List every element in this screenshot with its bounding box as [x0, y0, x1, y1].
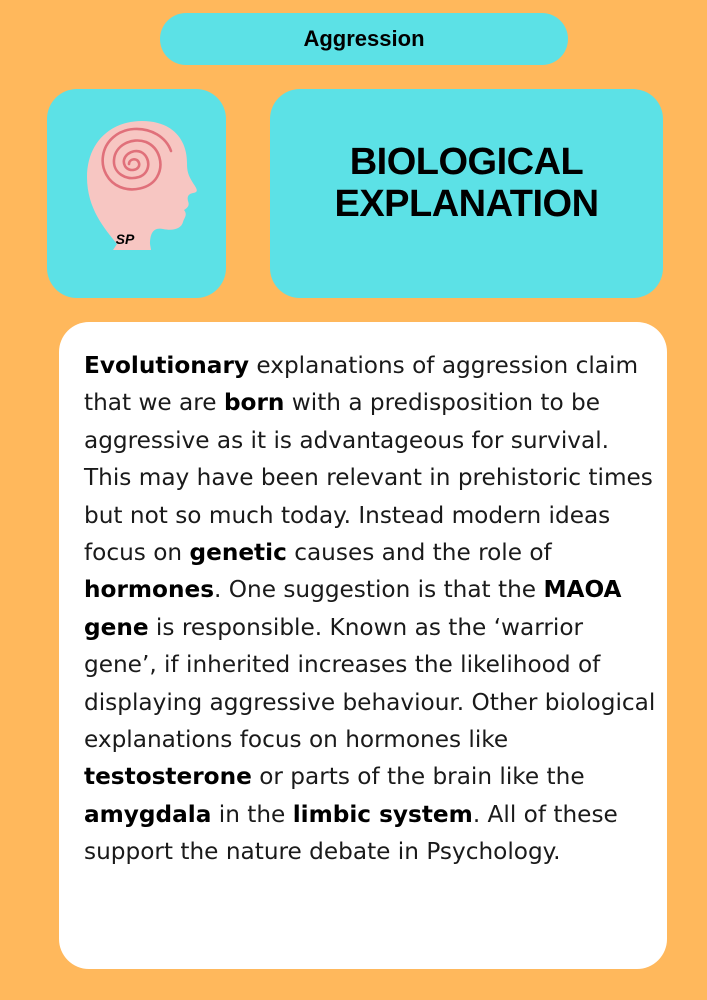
body-keyword: genetic — [189, 539, 287, 567]
body-text-segment: is responsible. Known as the ‘warrior gene’, if inherited increases the likelihood of displaying aggressive behaviour. Other biological explanations focus on hormones like — [84, 613, 656, 754]
body-keyword: testosterone — [84, 763, 252, 791]
body-text-segment: with a predisposition to be aggressive as it is advantageous for survival. This may have been relevant in prehistoric times but not so much today. Instead modern ideas focus on — [84, 389, 653, 567]
body-keyword: Evolutionary — [84, 352, 250, 379]
title-box — [270, 89, 663, 298]
body-text-segment: . One suggestion is that the — [214, 576, 544, 604]
body-keyword: MAOA gene — [84, 576, 622, 641]
body-text-segment: or parts of the brain like the — [251, 763, 585, 791]
body-text-segment: causes and the role of — [286, 539, 552, 567]
head-spiral-icon — [47, 89, 226, 298]
body-text-segment: . All of these support the nature debate in Psychology. — [84, 800, 618, 866]
logo-box — [47, 89, 226, 298]
body-text-segment: explanations of aggression claim that we are — [84, 352, 639, 417]
body-keyword: amygdala — [84, 800, 212, 828]
body-keyword: hormones — [84, 576, 214, 604]
body-paragraph — [84, 347, 656, 871]
topic-label: Aggression — [303, 26, 425, 51]
body-keyword: limbic system — [292, 800, 473, 828]
logo-initials: SP — [115, 231, 135, 247]
body-keyword: born — [223, 389, 285, 417]
topic-pill — [160, 13, 568, 65]
title-line-1: BIOLOGICAL — [349, 141, 584, 183]
title-line-2: EXPLANATION — [334, 183, 599, 225]
body-text-segment: in the — [211, 800, 293, 828]
page-title — [334, 141, 598, 225]
